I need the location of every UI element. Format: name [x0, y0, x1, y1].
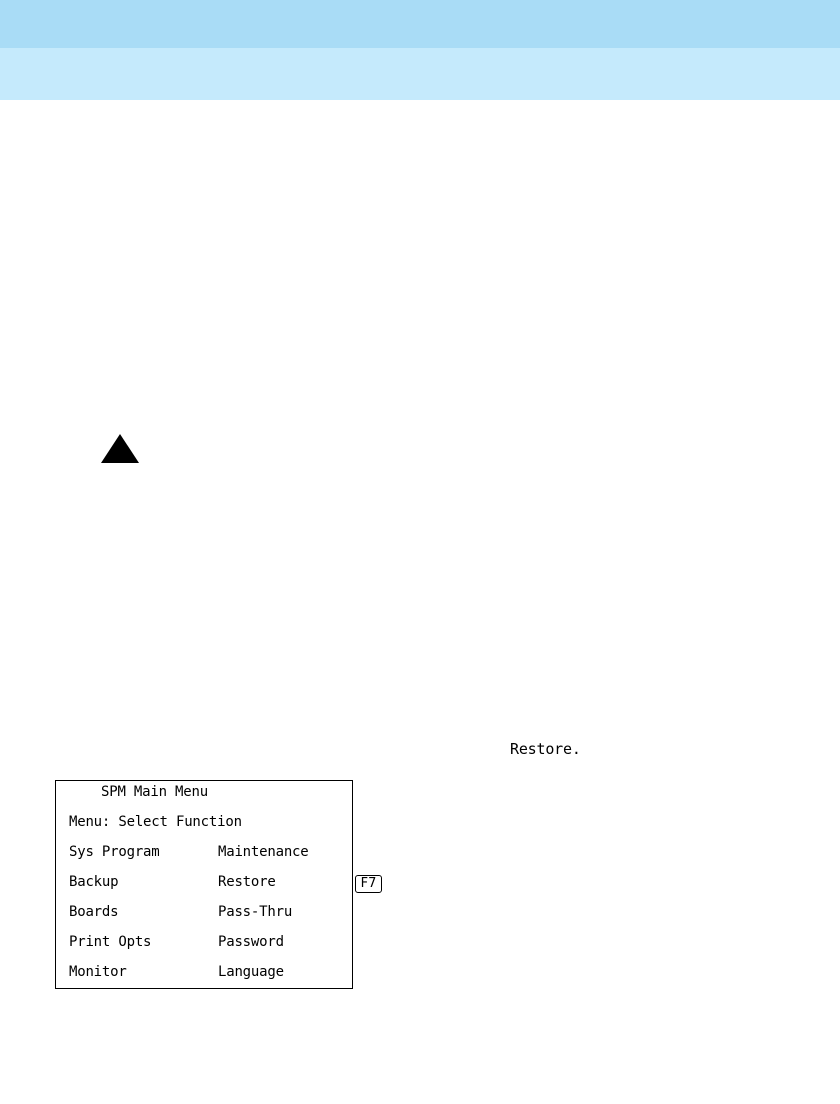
menu-item-boards[interactable]: Boards	[69, 904, 119, 920]
menu-item-pass-thru[interactable]: Pass-Thru	[218, 904, 293, 920]
menu-item-password[interactable]: Password	[218, 934, 284, 950]
menu-item-backup[interactable]: Backup	[69, 874, 119, 890]
menu-item-sys-program[interactable]: Sys Program	[69, 844, 160, 860]
restore-inline-text: Restore.	[510, 740, 581, 758]
warning-triangle-icon	[100, 434, 140, 464]
menu-item-language[interactable]: Language	[218, 964, 284, 980]
menu-item-maintenance[interactable]: Maintenance	[218, 844, 309, 860]
menu-item-restore[interactable]: Restore	[218, 874, 276, 890]
header-band-bottom	[0, 48, 840, 100]
header-band-top	[0, 0, 840, 48]
screen-title: SPM Main Menu	[101, 784, 208, 800]
screen-prompt: Menu: Select Function	[69, 814, 242, 830]
menu-item-print-opts[interactable]: Print Opts	[69, 934, 152, 950]
f7-key[interactable]: F7	[355, 875, 382, 893]
spm-main-menu-screen	[55, 780, 353, 989]
menu-item-monitor[interactable]: Monitor	[69, 964, 127, 980]
